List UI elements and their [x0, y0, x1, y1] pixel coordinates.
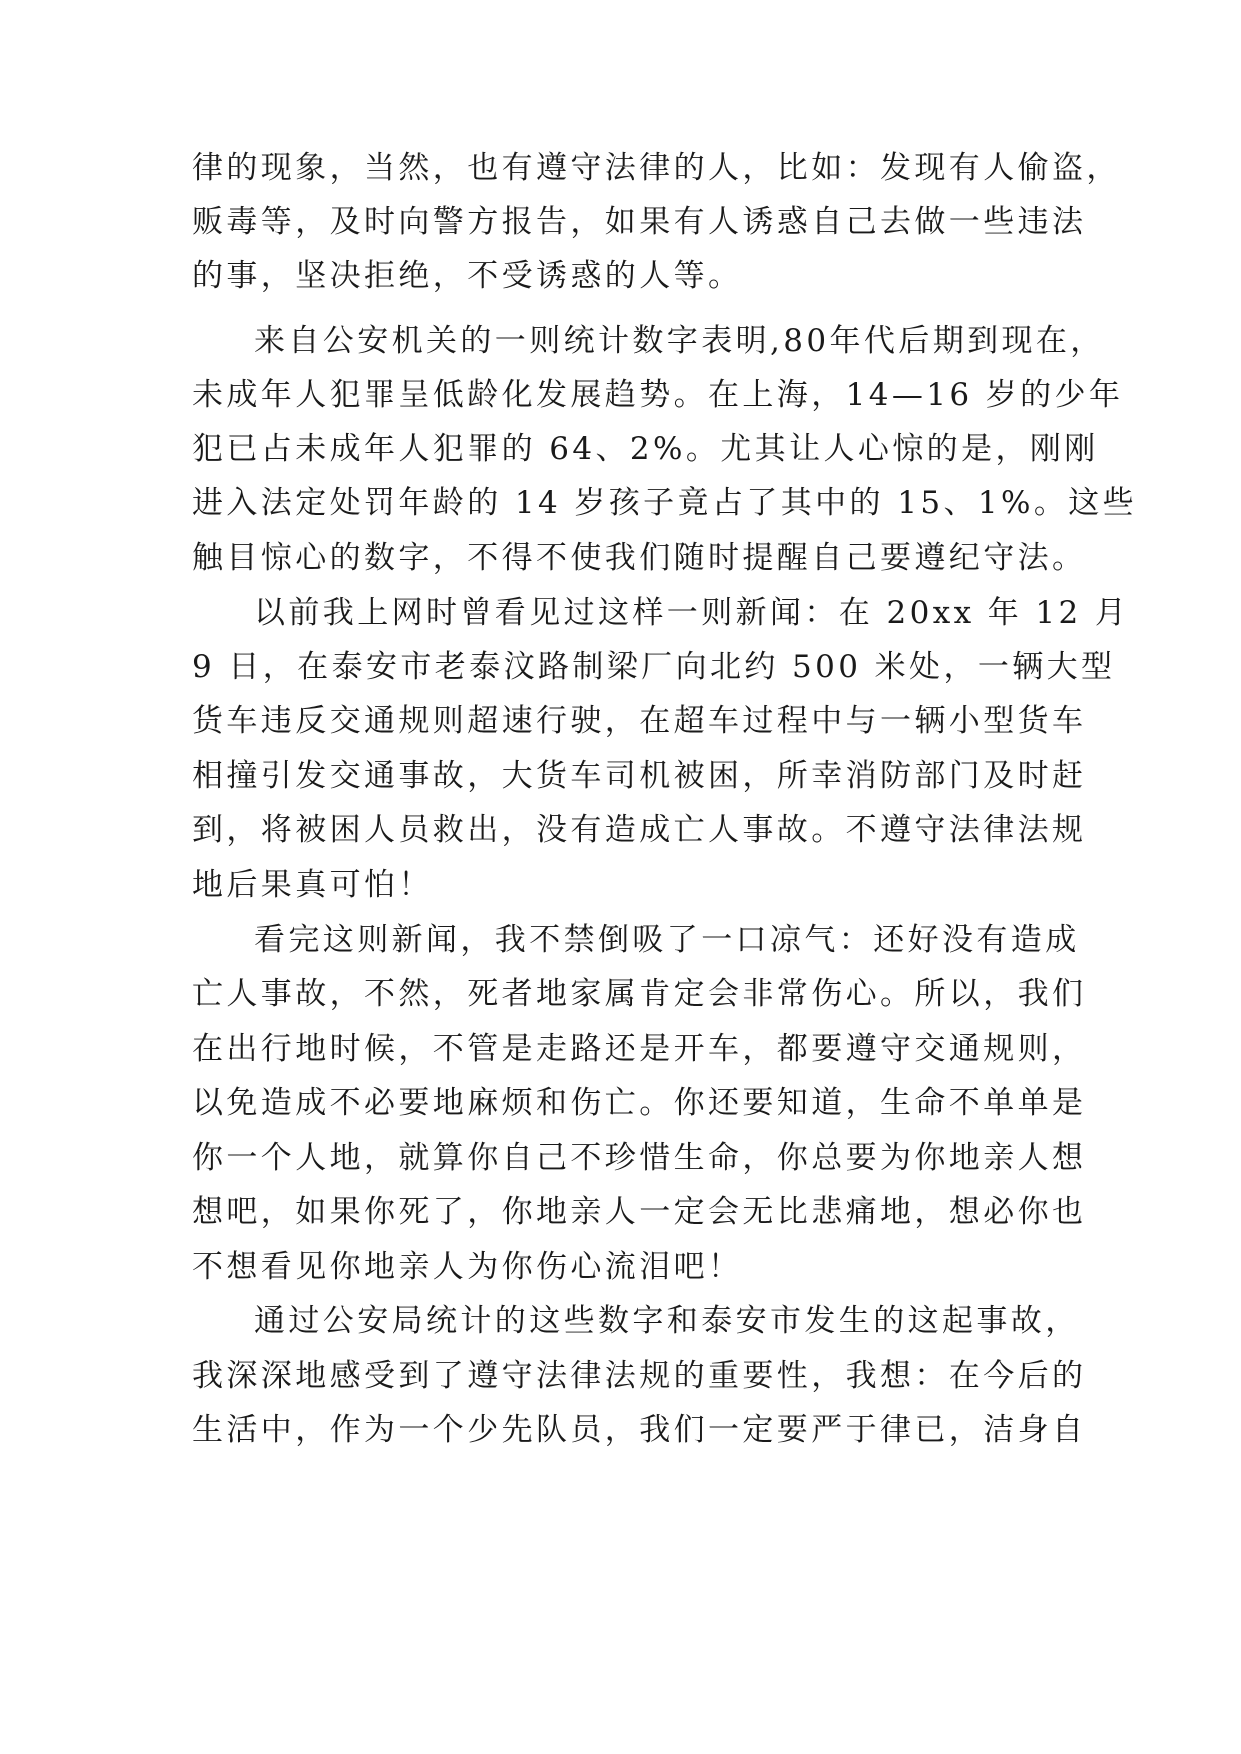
text-line: 相撞引发交通事故，大货车司机被困，所幸消防部门及时赶 [192, 758, 1087, 794]
text-line: 的事，坚决拒绝，不受诱惑的人等。 [192, 258, 743, 294]
text-line: 不想看见你地亲人为你伤心流泪吧！ [192, 1249, 743, 1285]
paragraph-first-line: 来自公安机关的一则统计数字表明,80年代后期到现在， [254, 323, 1105, 359]
paragraph-first-line: 看完这则新闻，我不禁倒吸了一口凉气：还好没有造成 [254, 922, 1080, 958]
text-line: 亡人事故，不然，死者地家属肯定会非常伤心。所以，我们 [192, 976, 1087, 1012]
text-line: 生活中，作为一个少先队员，我们一定要严于律已，洁身自 [192, 1412, 1087, 1448]
text-line: 我深深地感受到了遵守法律法规的重要性，我想：在今后的 [192, 1358, 1087, 1394]
text-line: 未成年人犯罪呈低龄化发展趋势。在上海，14—16 岁的少年 [192, 377, 1124, 413]
paragraph-first-line: 以前我上网时曾看见过这样一则新闻：在 20xx 年 12 月 [254, 595, 1130, 631]
text-line: 律的现象，当然，也有遵守法律的人，比如：发现有人偷盗， [192, 150, 1121, 186]
text-line: 在出行地时候，不管是走路还是开车，都要遵守交通规则， [192, 1031, 1087, 1067]
text-line: 想吧，如果你死了，你地亲人一定会无比悲痛地，想必你也 [192, 1194, 1087, 1230]
text-line: 9 日，在泰安市老泰汶路制梁厂向北约 500 米处，一辆大型 [192, 649, 1116, 685]
text-line: 犯已占未成年人犯罪的 64、2%。尤其让人心惊的是，刚刚 [192, 431, 1099, 467]
text-line: 以免造成不必要地麻烦和伤亡。你还要知道，生命不单单是 [192, 1085, 1087, 1121]
text-line: 触目惊心的数字，不得不使我们随时提醒自己要遵纪守法。 [192, 540, 1087, 576]
text-line: 你一个人地，就算你自己不珍惜生命，你总要为你地亲人想 [192, 1140, 1087, 1176]
text-line: 地后果真可怕！ [192, 867, 433, 903]
paragraph-first-line: 通过公安局统计的这些数字和泰安市发生的这起事故， [254, 1303, 1080, 1339]
text-line: 贩毒等，及时向警方报告，如果有人诱惑自己去做一些违法 [192, 204, 1087, 240]
text-line: 货车违反交通规则超速行驶，在超车过程中与一辆小型货车 [192, 703, 1087, 739]
text-line: 到，将被困人员救出，没有造成亡人事故。不遵守法律法规 [192, 812, 1087, 848]
text-line: 进入法定处罚年龄的 14 岁孩子竟占了其中的 15、1%。这些 [192, 485, 1138, 521]
